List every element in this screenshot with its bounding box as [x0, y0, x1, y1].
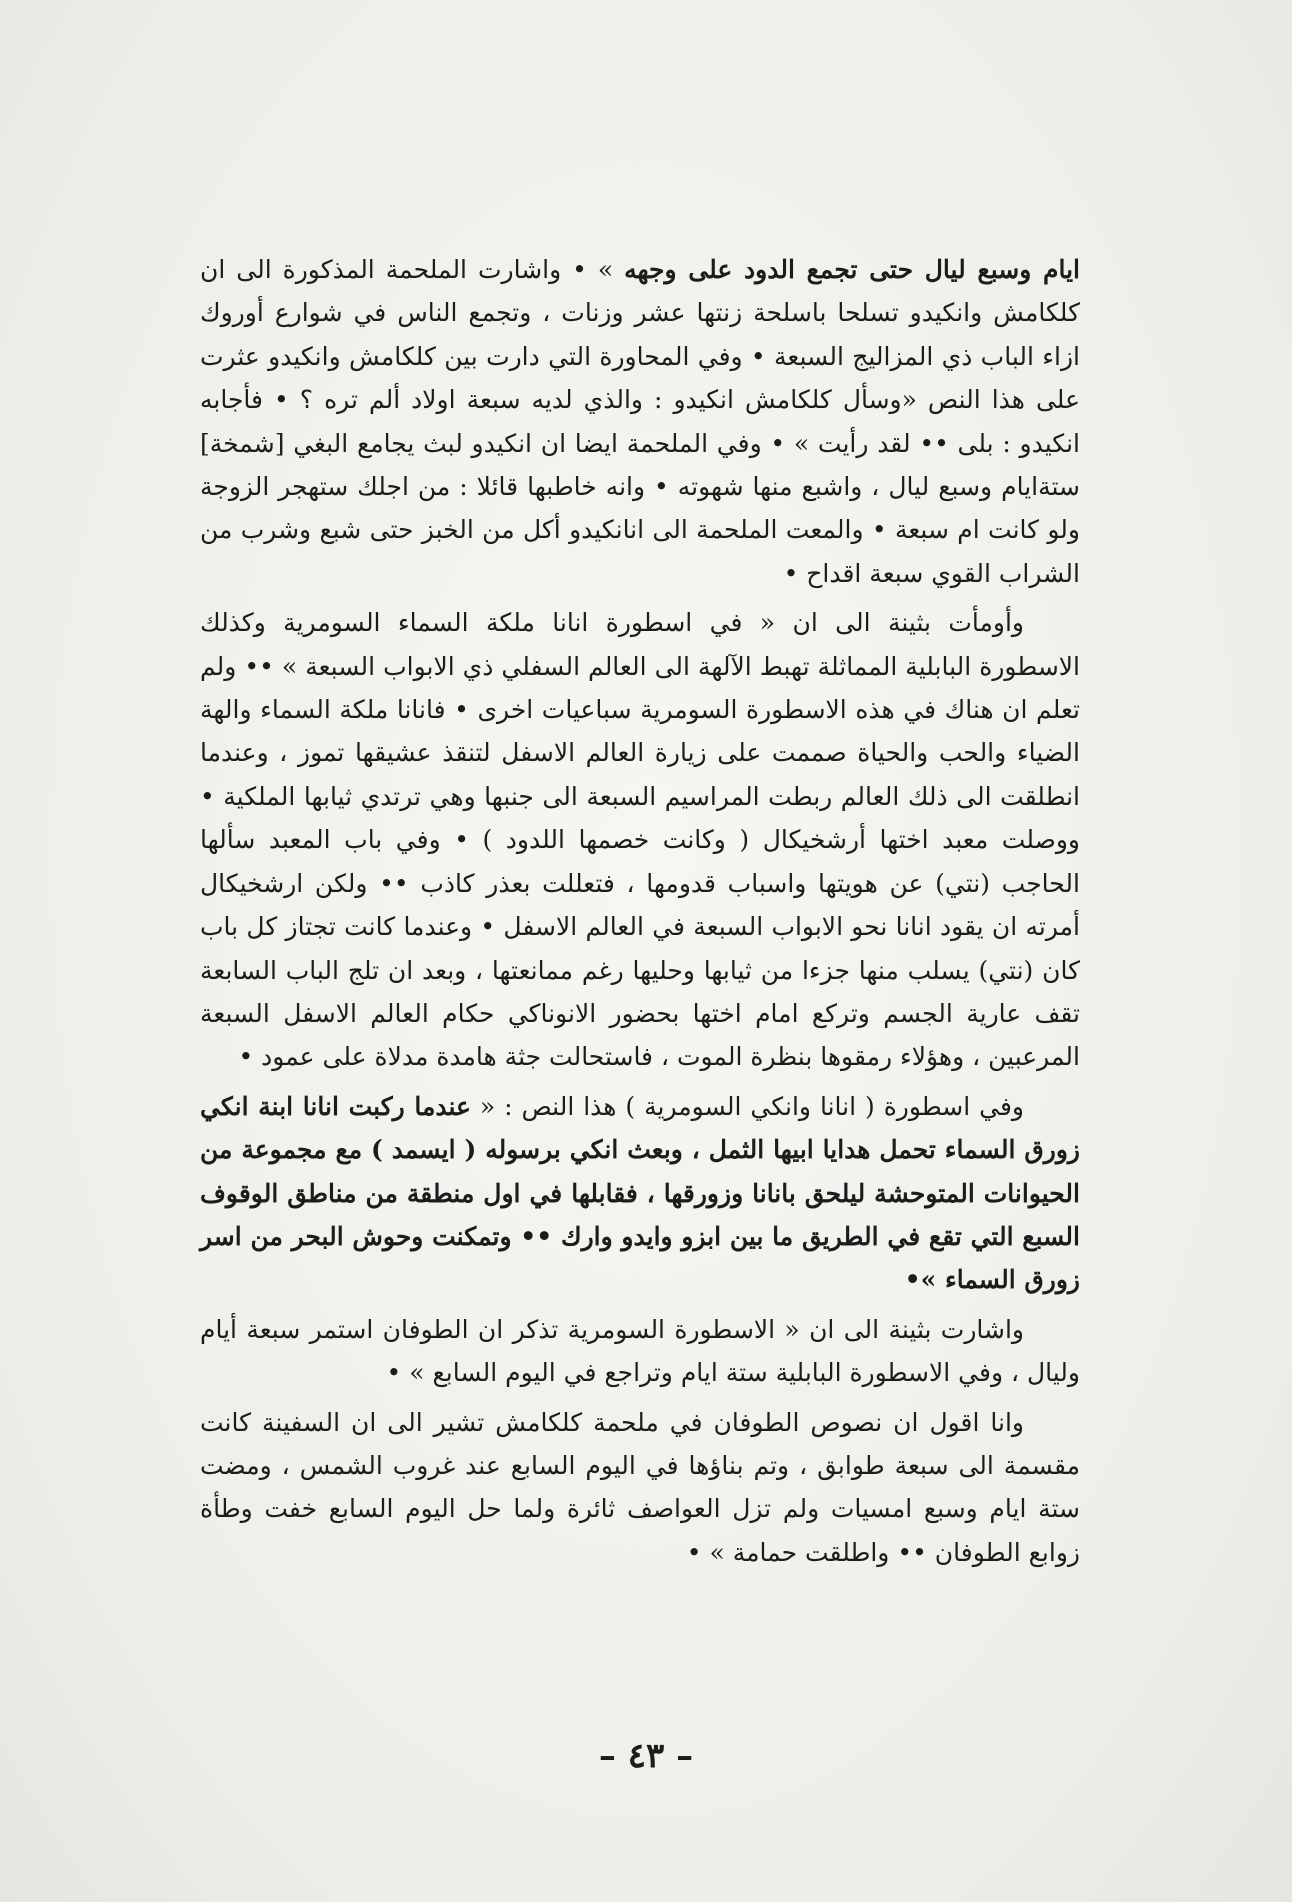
- paragraph-1: [200, 248, 1080, 595]
- paragraph-1-text: » • واشارت الملحمة المذكورة الى ان كلكامش وانكيدو تسلحا باسلحة زنتها عشر وزنات ، وتجمع الناس في شوارع أوروك ازاء الباب ذي المزاليج السبعة • وفي المحاورة التي دارت بين كلكامش وانكيدو عثرت على هذا النص «وسأل كلكامش انكيدو : والذي لديه سبعة اولاد ألم تره ؟ • فأجابه انكيدو : بلى •• لقد رأيت » • وفي الملحمة ايضا ان انكيدو لبث يجامع البغي [شمخة] ستةايام وسبع ليال ، واشبع منها شهوته • وانه خاطبها قائلا : من اجلك ستهجر الزوجة ولو كانت ام سبعة • والمعت الملحمة الى انانكيدو أكل من الخبز حتى شبع وشرب من الشراب القوي سبعة اقداح •: [200, 255, 1080, 588]
- bold-quotation: عندما ركبت انانا ابنة انكي زورق السماء تحمل هدايا ابيها الثمل ، وبعث انكي برسوله ( ايسمد ) مع مجموعة من الحيوانات المتوحشة ليلحق بانانا وزورقها ، فقابلها في اول منطقة من مناطق الوقوف السبع التي تقع في الطريق ما بين ابزو وايدو وارك •• وتمكنت وحوش البحر من اسر زورق السماء »•: [200, 1091, 1080, 1295]
- paragraph-3-text: وفي اسطورة ( انانا وانكي السومرية ) هذا النص : «: [470, 1091, 1024, 1121]
- page-number: – ٤٣ –: [598, 1736, 694, 1776]
- bold-heading-run: ايام وسبع ليال حتى تجمع الدود على وجهه: [624, 255, 1080, 284]
- body-text: [200, 248, 1080, 1574]
- paragraph-3: [200, 1085, 1080, 1302]
- paragraph-4: [200, 1308, 1080, 1395]
- paragraph-5: [200, 1401, 1080, 1575]
- paragraph-2: [200, 601, 1080, 1078]
- paragraph-5-text: وانا اقول ان نصوص الطوفان في ملحمة كلكامش تشير الى ان السفينة كانت مقسمة الى سبعة طوابق ، وتم بناؤها في اليوم السابع عند غروب الشمس ، ومضت ستة ايام وسبع امسيات ولم تزل العواصف ثائرة ولما حل اليوم السابع خفت وطأة زوابع الطوفان •• واطلقت حمامة » •: [200, 1407, 1080, 1567]
- paragraph-2-text: وأومأت بثينة الى ان « في اسطورة انانا ملكة السماء السومرية وكذلك الاسطورة البابلية المماثلة تهبط الآلهة الى العالم السفلي ذي الابواب السبعة » •• ولم تعلم ان هناك في هذه الاسطورة السومرية سباعيات اخرى • فانانا ملكة السماء والهة الضياء والحب والحياة صممت على زيارة العالم الاسفل لتنقذ عشيقها تموز ، وعندما انطلقت الى ذلك العالم ربطت المراسيم السبعة الى جنبها وهي ترتدي ثيابها الملكية • ووصلت معبد اختها أرشخيكال ( وكانت خصمها اللدود ) • وفي باب المعبد سألها الحاجب (نتي) عن هويتها واسباب قدومها ، فتعللت بعذر كاذب •• ولكن ارشخيكال أمرته ان يقود انانا نحو الابواب السبعة في العالم الاسفل • وعندما كانت تجتاز كل باب كان (نتي) يسلب منها جزءا من ثيابها وحليها رغم ممانعتها ، وبعد ان تلج الباب السابعة تقف عارية الجسم وتركع امام اختها بحضور الانوناكي حكام العالم الاسفل السبعة المرعبين ، وهؤلاء رمقوها بنظرة الموت ، فاستحالت جثة هامدة مدلاة على عمود •: [200, 608, 1080, 1072]
- paragraph-4-text: واشارت بثينة الى ان « الاسطورة السومرية تذكر ان الطوفان استمر سبعة أيام وليال ، وفي الاسطورة البابلية ستة ايام وتراجع في اليوم السابع » •: [200, 1314, 1080, 1388]
